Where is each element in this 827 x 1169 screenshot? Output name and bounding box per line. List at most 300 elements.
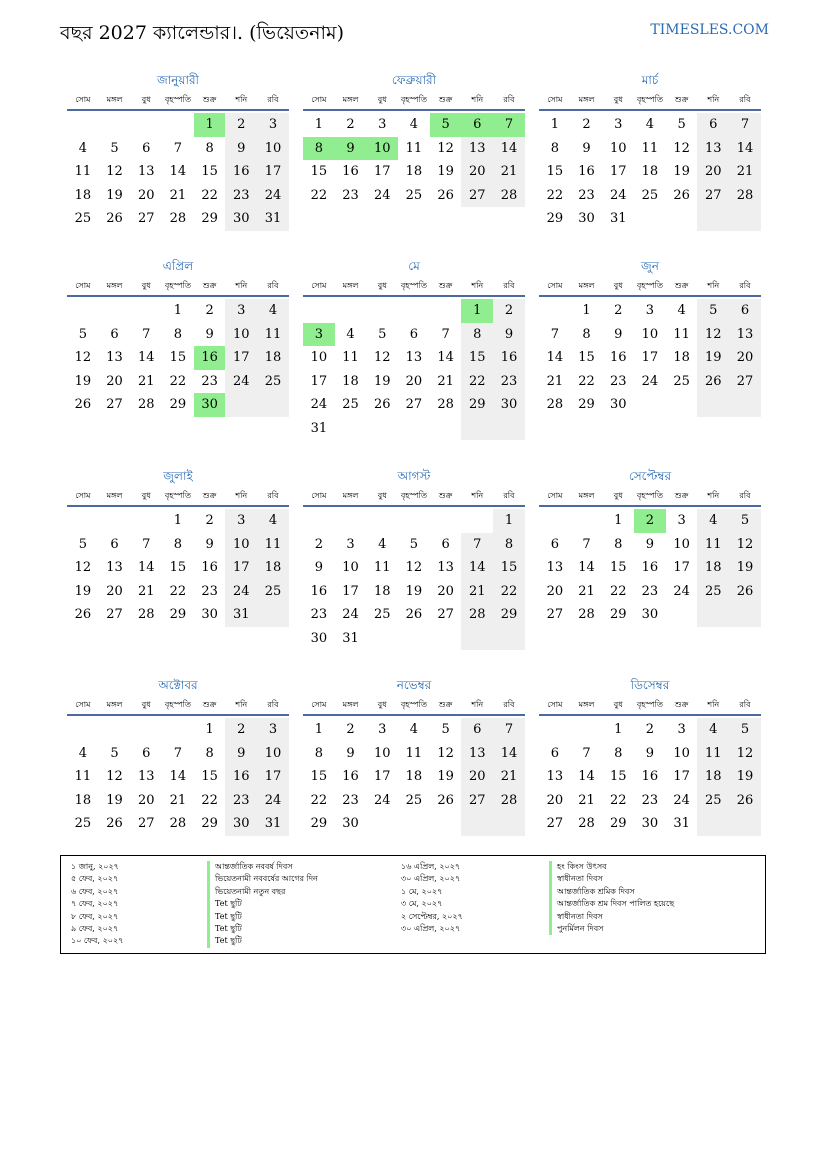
day-cell[interactable]: 5	[78, 326, 87, 342]
day-cell[interactable]: 3	[677, 722, 686, 738]
day-cell[interactable]: 25	[641, 187, 659, 203]
day-cell[interactable]: 18	[373, 583, 391, 599]
day-cell[interactable]: 10	[609, 140, 627, 156]
day-cell[interactable]: 15	[169, 560, 187, 576]
day-cell[interactable]: 10	[342, 560, 359, 576]
day-cell[interactable]: 15	[201, 164, 218, 180]
day-cell[interactable]: 26	[729, 580, 761, 604]
day-cell[interactable]: 13	[106, 350, 123, 366]
day-cell[interactable]: 7	[173, 745, 183, 761]
day-cell[interactable]: 3	[225, 509, 257, 533]
day-cell[interactable]: 18	[74, 792, 92, 808]
day-cell[interactable]: 29	[169, 607, 187, 623]
day-cell[interactable]: 9	[225, 137, 257, 161]
day-cell[interactable]: 28	[137, 397, 155, 413]
day-cell[interactable]: 20	[106, 373, 123, 389]
day-cell[interactable]: 12	[729, 533, 761, 557]
day-cell[interactable]: 20	[546, 792, 564, 808]
day-cell[interactable]: 23	[493, 370, 525, 394]
day-cell[interactable]: 2	[225, 113, 257, 137]
day-cell[interactable]: 27	[137, 816, 155, 832]
day-cell[interactable]: 14	[578, 560, 595, 576]
day-cell[interactable]: 29	[609, 607, 627, 623]
day-cell[interactable]: 24	[373, 187, 391, 203]
day-cell[interactable]: 22	[169, 583, 187, 599]
day-cell[interactable]: 23	[225, 184, 257, 208]
day-cell[interactable]: 14	[437, 350, 454, 366]
day-cell[interactable]: 11	[257, 533, 289, 557]
day-cell[interactable]: 23	[578, 187, 595, 203]
day-cell[interactable]: 20	[137, 187, 155, 203]
day-cell[interactable]: 30	[225, 207, 257, 231]
day-cell[interactable]: 14	[461, 556, 493, 580]
day-cell[interactable]: 27	[697, 184, 729, 208]
day-cell[interactable]: 16	[641, 560, 659, 576]
day-cell[interactable]: 22	[609, 583, 627, 599]
day-cell[interactable]: 4	[677, 303, 686, 319]
day-cell[interactable]: 26	[106, 211, 123, 227]
day-cell[interactable]: 9	[582, 140, 591, 156]
day-cell[interactable]: 23	[201, 583, 218, 599]
day-cell[interactable]: 10	[225, 533, 257, 557]
day-cell[interactable]: 17	[373, 769, 391, 785]
day-cell[interactable]: 19	[437, 164, 454, 180]
day-cell[interactable]: 18	[257, 346, 289, 370]
day-cell[interactable]: 1	[314, 722, 323, 738]
day-cell[interactable]: 19	[405, 583, 423, 599]
day-cell[interactable]: 11	[697, 533, 729, 557]
day-cell[interactable]: 26	[373, 397, 391, 413]
day-cell[interactable]: 2	[634, 509, 666, 533]
day-cell[interactable]: 24	[673, 792, 690, 808]
day-cell[interactable]: 6	[142, 140, 151, 156]
day-cell[interactable]: 9	[205, 536, 214, 552]
day-cell[interactable]: 28	[137, 607, 155, 623]
day-cell[interactable]: 8	[582, 326, 591, 342]
day-cell[interactable]: 27	[461, 184, 493, 208]
day-cell[interactable]: 15	[310, 769, 328, 785]
day-cell[interactable]: 24	[373, 792, 391, 808]
day-cell[interactable]: 17	[641, 350, 659, 366]
day-cell[interactable]: 16	[578, 164, 595, 180]
day-cell[interactable]: 29	[201, 816, 218, 832]
day-cell[interactable]: 2	[582, 117, 591, 133]
day-cell[interactable]: 2	[205, 513, 214, 529]
day-cell[interactable]: 6	[110, 326, 119, 342]
day-cell[interactable]: 6	[409, 326, 419, 342]
day-cell[interactable]: 28	[169, 211, 187, 227]
day-cell[interactable]: 25	[74, 816, 92, 832]
day-cell[interactable]: 25	[342, 397, 359, 413]
day-cell[interactable]: 19	[437, 769, 454, 785]
day-cell[interactable]: 28	[169, 816, 187, 832]
day-cell[interactable]: 19	[697, 346, 729, 370]
day-cell[interactable]: 3	[303, 323, 335, 347]
day-cell[interactable]: 13	[137, 769, 155, 785]
day-cell[interactable]: 16	[310, 583, 328, 599]
day-cell[interactable]: 2	[314, 536, 323, 552]
day-cell[interactable]: 9	[645, 745, 655, 761]
day-cell[interactable]: 5	[729, 509, 761, 533]
day-cell[interactable]: 14	[729, 137, 761, 161]
day-cell[interactable]: 24	[225, 580, 257, 604]
day-cell[interactable]: 1	[205, 722, 214, 738]
day-cell[interactable]: 7	[142, 326, 151, 342]
day-cell[interactable]: 15	[310, 164, 328, 180]
day-cell[interactable]: 9	[225, 742, 257, 766]
day-cell[interactable]: 8	[614, 536, 623, 552]
day-cell[interactable]: 23	[225, 789, 257, 813]
day-cell[interactable]: 3	[645, 303, 655, 319]
day-cell[interactable]: 25	[405, 792, 423, 808]
day-cell[interactable]: 31	[257, 207, 289, 231]
day-cell[interactable]: 20	[405, 373, 423, 389]
day-cell[interactable]: 16	[225, 160, 257, 184]
day-cell[interactable]: 12	[74, 350, 92, 366]
day-cell[interactable]: 7	[493, 718, 525, 742]
day-cell[interactable]: 18	[342, 373, 359, 389]
day-cell[interactable]: 17	[673, 560, 690, 576]
day-cell[interactable]: 30	[342, 816, 359, 832]
day-cell[interactable]: 17	[373, 164, 391, 180]
day-cell[interactable]: 28	[493, 184, 525, 208]
day-cell[interactable]: 5	[78, 536, 87, 552]
day-cell[interactable]: 4	[378, 536, 387, 552]
day-cell[interactable]: 4	[697, 509, 729, 533]
day-cell[interactable]: 3	[614, 117, 623, 133]
day-cell[interactable]: 30	[194, 393, 226, 417]
day-cell[interactable]: 3	[378, 117, 387, 133]
day-cell[interactable]: 9	[614, 326, 623, 342]
day-cell[interactable]: 8	[205, 745, 214, 761]
day-cell[interactable]: 5	[729, 718, 761, 742]
day-cell[interactable]: 2	[645, 722, 655, 738]
day-cell[interactable]: 7	[550, 326, 559, 342]
day-cell[interactable]: 24	[342, 607, 359, 623]
day-cell[interactable]: 17	[673, 769, 690, 785]
day-cell[interactable]: 25	[257, 580, 289, 604]
day-cell[interactable]: 15	[546, 164, 564, 180]
day-cell[interactable]: 18	[257, 556, 289, 580]
day-cell[interactable]: 10	[673, 536, 690, 552]
day-cell[interactable]: 10	[310, 350, 328, 366]
day-cell[interactable]: 21	[493, 765, 525, 789]
day-cell[interactable]: 6	[550, 536, 559, 552]
day-cell[interactable]: 18	[697, 765, 729, 789]
day-cell[interactable]: 22	[461, 370, 493, 394]
day-cell[interactable]: 6	[441, 536, 450, 552]
day-cell[interactable]: 16	[225, 765, 257, 789]
day-cell[interactable]: 16	[342, 164, 359, 180]
day-cell[interactable]: 13	[697, 137, 729, 161]
day-cell[interactable]: 12	[697, 323, 729, 347]
day-cell[interactable]: 30	[609, 397, 627, 413]
day-cell[interactable]: 7	[173, 140, 183, 156]
day-cell[interactable]: 10	[366, 137, 398, 161]
day-cell[interactable]: 12	[405, 560, 423, 576]
day-cell[interactable]: 15	[493, 556, 525, 580]
day-cell[interactable]: 19	[74, 583, 92, 599]
day-cell[interactable]: 9	[205, 326, 214, 342]
day-cell[interactable]: 14	[578, 769, 595, 785]
day-cell[interactable]: 19	[729, 556, 761, 580]
day-cell[interactable]: 28	[729, 184, 761, 208]
day-cell[interactable]: 17	[225, 556, 257, 580]
day-cell[interactable]: 8	[614, 745, 623, 761]
day-cell[interactable]: 18	[673, 350, 690, 366]
day-cell[interactable]: 22	[493, 580, 525, 604]
day-cell[interactable]: 21	[137, 583, 155, 599]
day-cell[interactable]: 4	[257, 299, 289, 323]
day-cell[interactable]: 16	[641, 769, 659, 785]
day-cell[interactable]: 8	[173, 326, 183, 342]
day-cell[interactable]: 28	[493, 789, 525, 813]
day-cell[interactable]: 16	[493, 346, 525, 370]
day-cell[interactable]: 11	[257, 323, 289, 347]
day-cell[interactable]: 27	[106, 397, 123, 413]
day-cell[interactable]: 7	[461, 533, 493, 557]
day-cell[interactable]: 20	[461, 160, 493, 184]
day-cell[interactable]: 3	[677, 513, 686, 529]
day-cell[interactable]: 7	[582, 536, 591, 552]
day-cell[interactable]: 6	[461, 113, 493, 137]
day-cell[interactable]: 31	[342, 630, 359, 646]
day-cell[interactable]: 30	[578, 211, 595, 227]
day-cell[interactable]: 15	[169, 350, 187, 366]
day-cell[interactable]: 29	[493, 603, 525, 627]
day-cell[interactable]: 11	[641, 140, 659, 156]
day-cell[interactable]: 22	[310, 792, 328, 808]
day-cell[interactable]: 5	[677, 117, 686, 133]
day-cell[interactable]: 24	[225, 370, 257, 394]
day-cell[interactable]: 2	[493, 299, 525, 323]
day-cell[interactable]: 14	[546, 350, 564, 366]
day-cell[interactable]: 19	[106, 187, 123, 203]
day-cell[interactable]: 9	[493, 323, 525, 347]
day-cell[interactable]: 10	[257, 742, 289, 766]
day-cell[interactable]: 5	[409, 536, 419, 552]
day-cell[interactable]: 19	[673, 164, 690, 180]
day-cell[interactable]: 23	[342, 187, 359, 203]
day-cell[interactable]: 14	[137, 560, 155, 576]
day-cell[interactable]: 1	[314, 117, 323, 133]
day-cell[interactable]: 1	[614, 513, 623, 529]
day-cell[interactable]: 2	[205, 303, 214, 319]
day-cell[interactable]: 20	[729, 346, 761, 370]
day-cell[interactable]: 3	[378, 722, 387, 738]
day-cell[interactable]: 30	[641, 607, 659, 623]
day-cell[interactable]: 10	[373, 745, 391, 761]
day-cell[interactable]: 11	[74, 769, 92, 785]
day-cell[interactable]: 25	[257, 370, 289, 394]
day-cell[interactable]: 11	[405, 140, 423, 156]
day-cell[interactable]: 9	[314, 560, 323, 576]
day-cell[interactable]: 8	[314, 745, 323, 761]
day-cell[interactable]: 26	[673, 187, 690, 203]
day-cell[interactable]: 4	[409, 117, 419, 133]
day-cell[interactable]: 20	[137, 792, 155, 808]
day-cell[interactable]: 27	[729, 370, 761, 394]
day-cell[interactable]: 12	[729, 742, 761, 766]
day-cell[interactable]: 13	[461, 742, 493, 766]
day-cell[interactable]: 8	[303, 137, 335, 161]
day-cell[interactable]: 11	[373, 560, 391, 576]
day-cell[interactable]: 18	[74, 187, 92, 203]
day-cell[interactable]: 29	[461, 393, 493, 417]
day-cell[interactable]: 12	[106, 164, 123, 180]
day-cell[interactable]: 8	[493, 533, 525, 557]
day-cell[interactable]: 24	[609, 187, 627, 203]
day-cell[interactable]: 21	[578, 583, 595, 599]
day-cell[interactable]: 4	[78, 140, 87, 156]
day-cell[interactable]: 31	[609, 211, 627, 227]
day-cell[interactable]: 21	[578, 792, 595, 808]
day-cell[interactable]: 20	[546, 583, 564, 599]
day-cell[interactable]: 28	[437, 397, 454, 413]
day-cell[interactable]: 2	[346, 722, 355, 738]
day-cell[interactable]: 22	[310, 187, 328, 203]
day-cell[interactable]: 23	[310, 607, 328, 623]
day-cell[interactable]: 19	[729, 765, 761, 789]
day-cell[interactable]: 9	[645, 536, 655, 552]
day-cell[interactable]: 17	[310, 373, 328, 389]
day-cell[interactable]: 8	[550, 140, 559, 156]
day-cell[interactable]: 11	[405, 745, 423, 761]
day-cell[interactable]: 1	[173, 303, 183, 319]
day-cell[interactable]: 26	[437, 792, 454, 808]
day-cell[interactable]: 11	[673, 326, 690, 342]
day-cell[interactable]: 14	[493, 742, 525, 766]
day-cell[interactable]: 25	[373, 607, 391, 623]
day-cell[interactable]: 30	[225, 812, 257, 836]
day-cell[interactable]: 5	[697, 299, 729, 323]
day-cell[interactable]: 6	[110, 536, 119, 552]
day-cell[interactable]: 25	[74, 211, 92, 227]
day-cell[interactable]: 26	[74, 607, 92, 623]
day-cell[interactable]: 29	[169, 397, 187, 413]
day-cell[interactable]: 26	[437, 187, 454, 203]
day-cell[interactable]: 31	[225, 603, 257, 627]
day-cell[interactable]: 13	[461, 137, 493, 161]
site-link[interactable]: TIMESLES.COM	[650, 22, 769, 38]
day-cell[interactable]: 12	[437, 745, 454, 761]
day-cell[interactable]: 1	[493, 509, 525, 533]
day-cell[interactable]: 14	[169, 769, 187, 785]
day-cell[interactable]: 6	[142, 745, 151, 761]
day-cell[interactable]: 5	[110, 140, 119, 156]
day-cell[interactable]: 5	[441, 722, 450, 738]
day-cell[interactable]: 21	[729, 160, 761, 184]
day-cell[interactable]: 26	[405, 607, 423, 623]
day-cell[interactable]: 19	[106, 792, 123, 808]
day-cell[interactable]: 22	[578, 373, 595, 389]
day-cell[interactable]: 31	[310, 420, 328, 436]
day-cell[interactable]: 22	[169, 373, 187, 389]
day-cell[interactable]: 24	[310, 397, 328, 413]
day-cell[interactable]: 13	[106, 560, 123, 576]
day-cell[interactable]: 9	[335, 137, 367, 161]
day-cell[interactable]: 16	[342, 769, 359, 785]
day-cell[interactable]: 16	[609, 350, 627, 366]
day-cell[interactable]: 27	[405, 397, 423, 413]
day-cell[interactable]: 17	[257, 765, 289, 789]
day-cell[interactable]: 20	[106, 583, 123, 599]
day-cell[interactable]: 15	[609, 769, 627, 785]
day-cell[interactable]: 12	[673, 140, 690, 156]
day-cell[interactable]: 26	[729, 789, 761, 813]
day-cell[interactable]: 11	[342, 350, 359, 366]
day-cell[interactable]: 15	[578, 350, 595, 366]
day-cell[interactable]: 13	[546, 560, 564, 576]
day-cell[interactable]: 7	[582, 745, 591, 761]
day-cell[interactable]: 18	[405, 164, 423, 180]
day-cell[interactable]: 27	[546, 607, 564, 623]
day-cell[interactable]: 31	[673, 816, 690, 832]
day-cell[interactable]: 7	[441, 326, 450, 342]
day-cell[interactable]: 6	[550, 745, 559, 761]
day-cell[interactable]: 28	[461, 603, 493, 627]
day-cell[interactable]: 27	[106, 607, 123, 623]
day-cell[interactable]: 22	[609, 792, 627, 808]
day-cell[interactable]: 21	[169, 792, 187, 808]
day-cell[interactable]: 3	[257, 718, 289, 742]
day-cell[interactable]: 26	[106, 816, 123, 832]
day-cell[interactable]: 18	[641, 164, 659, 180]
day-cell[interactable]: 6	[461, 718, 493, 742]
day-cell[interactable]: 13	[546, 769, 564, 785]
day-cell[interactable]: 28	[578, 816, 595, 832]
day-cell[interactable]: 29	[201, 211, 218, 227]
day-cell[interactable]: 2	[614, 303, 623, 319]
day-cell[interactable]: 22	[546, 187, 564, 203]
day-cell[interactable]: 12	[373, 350, 391, 366]
day-cell[interactable]: 21	[461, 580, 493, 604]
day-cell[interactable]: 27	[437, 607, 454, 623]
day-cell[interactable]: 20	[697, 160, 729, 184]
day-cell[interactable]: 18	[697, 556, 729, 580]
day-cell[interactable]: 10	[641, 326, 659, 342]
day-cell[interactable]: 21	[137, 373, 155, 389]
day-cell[interactable]: 7	[142, 536, 151, 552]
day-cell[interactable]: 14	[169, 164, 187, 180]
day-cell[interactable]: 8	[205, 140, 214, 156]
day-cell[interactable]: 20	[461, 765, 493, 789]
day-cell[interactable]: 17	[342, 583, 359, 599]
day-cell[interactable]: 11	[74, 164, 92, 180]
day-cell[interactable]: 8	[461, 323, 493, 347]
day-cell[interactable]: 9	[346, 745, 355, 761]
day-cell[interactable]: 1	[461, 299, 493, 323]
day-cell[interactable]: 27	[137, 211, 155, 227]
day-cell[interactable]: 6	[697, 113, 729, 137]
day-cell[interactable]: 6	[729, 299, 761, 323]
day-cell[interactable]: 12	[74, 560, 92, 576]
day-cell[interactable]: 23	[641, 583, 659, 599]
day-cell[interactable]: 8	[173, 536, 183, 552]
day-cell[interactable]: 19	[373, 373, 391, 389]
day-cell[interactable]: 29	[310, 816, 328, 832]
day-cell[interactable]: 21	[169, 187, 187, 203]
day-cell[interactable]: 23	[201, 373, 218, 389]
day-cell[interactable]: 24	[641, 373, 659, 389]
day-cell[interactable]: 24	[673, 583, 690, 599]
day-cell[interactable]: 16	[201, 560, 218, 576]
day-cell[interactable]: 21	[437, 373, 454, 389]
day-cell[interactable]: 4	[645, 117, 655, 133]
day-cell[interactable]: 2	[225, 718, 257, 742]
day-cell[interactable]: 28	[578, 607, 595, 623]
day-cell[interactable]: 7	[493, 113, 525, 137]
